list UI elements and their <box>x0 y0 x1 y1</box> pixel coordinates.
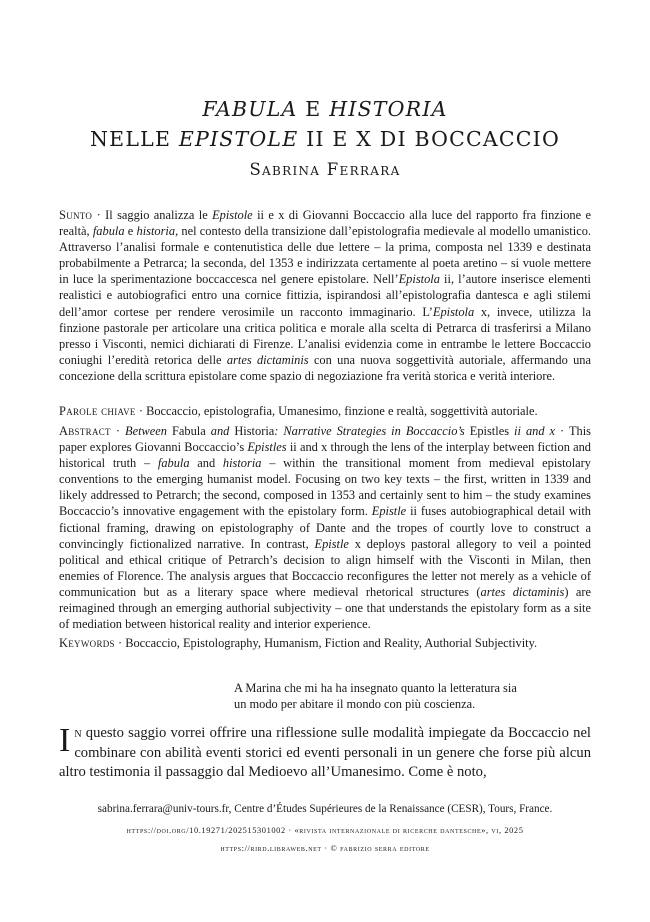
keywords-text: Boccaccio, Epistolography, Humanism, Fiction and Reality, Authorial Subjectivity. <box>125 636 538 650</box>
title-line-2: NELLE EPISTOLE II E X DI BOCCACCIO <box>90 127 560 151</box>
author-name: Sabrina Ferrara <box>249 160 401 179</box>
dedication-line-2: un modo per abitare il mondo con più coscienza. <box>234 697 476 712</box>
english-title: Between Fabula and Historia: Narrative Strategies in Boccaccio’s Epistles ii and x <box>125 424 556 438</box>
title-line-1: FABULA E HISTORIA <box>202 97 448 121</box>
parole-text: Boccaccio, epistolografia, Umanesimo, finzione e realtà, soggettività autoriale. <box>146 404 538 418</box>
doi-line: https://doi.org/10.19271/202515301002 · «rivista internazionale di ricerche dantesche», vi, 2025 <box>126 826 524 835</box>
body-text: questo saggio vorrei offrire una riflessione sulle modalità impiegate da Boccaccio nel combinare con abilità eventi storici ed eventi personali in un genere che forse più alcun altro testimonia il passaggio dal Medioevo all’Umanesimo. Come è noto, <box>59 725 591 780</box>
dedication-line-1: A Marina che mi ha ha insegnato quanto la letteratura sia <box>234 681 517 695</box>
dedication <box>234 680 564 713</box>
article-title <box>60 96 590 152</box>
sunto-label: Sunto <box>59 208 93 222</box>
lead-smallcaps: n <box>74 725 82 741</box>
parole-chiave: Parole chiave · Boccaccio, epistolografia, Umanesimo, finzione e realtà, soggettività autoriale. <box>59 404 538 418</box>
abstract-label: Abstract <box>59 424 111 438</box>
drop-initial: I <box>59 722 71 759</box>
author-affiliation-footnote: sabrina.ferrara@univ-tours.fr, Centre d’Études Supérieures de la Renaissance (CESR), Tours, France. <box>97 803 553 815</box>
keywords-label: Keywords <box>59 636 115 650</box>
keywords: Keywords · Boccaccio, Epistolography, Humanism, Fiction and Reality, Authorial Subjectivity. <box>59 636 538 650</box>
parole-label: Parole chiave <box>59 404 136 418</box>
publisher-line: https://rird.libraweb.net · © fabrizio serra editore <box>220 844 430 853</box>
body-paragraph <box>59 724 591 783</box>
english-abstract: Abstract · Between Fabula and Historia: Narrative Strategies in Boccaccio’s Epistles ii and x · This paper explores Giovanni Boccaccio’s Epistles ii and x through the lens of the interplay between fiction and historical truth – fabula and historia – within the transitional moment from medieval epistolary conventions to the emerging humanist model. Focusing on two key texts – the first, written in 1339 and likely addressed to Petrarch; the second, composed in 1353 and certainly sent to him – the study examines Boccaccio’s innovative engagement with the epistolary form. Epistle ii fuses autobiographical detail with fictional framing, drawing on epistolography of Dante and the tropes of courtly love to construct a convincingly fictionalized narrative. In contrast, Epistle x deploys pastoral allegory to veil a pointed political and ethical critique of Petrarch’s decision to align himself with the Visconti in Milan, then enemies of Florence. The analysis argues that Boccaccio reconfigures the letter not merely as a vehicle of communication but as a literary space where medieval rhetorical structures (artes dictaminis) are reimagined through an emerging authorial subjectivity – one that understands the epistolary form as a site of mediation between historical reality and interior experience. <box>59 424 592 632</box>
sunto-abstract: Sunto · Il saggio analizza le Epistole ii e x di Giovanni Boccaccio alla luce del rapporto fra finzione e realtà, fabula e historia, nel contesto della transizione dall’epistolografia medievale al modello umanistico. Attraverso l’analisi formale e contenutistica delle due lettere – la prima, composta nel 1339 e destinata probabilmente a Petrarca; la seconda, del 1353 e indirizzata certamente al poeta aretino – si vuole mettere in luce la sperimentazione boccaccesca nel genere epistolare. Nell’Epistola ii, l’autore inserisce elementi realistici e autobiografici entro una cornice fittizia, ispirandosi all’epistolografia dantesca e agli stilemi dell’amor cortese per rendere verosimile un racconto immaginario. L’Epistola x, invece, utilizza la finzione pastorale per articolare una critica politica e morale alla scelta di Petrarca di trasferirsi a Milano presso i Visconti, nemici dichiarati di Firenze. L’analisi evidenzia come in entrambe le lettere Boccaccio coniughi l’eredità retorica delle artes dictaminis con una nuova soggettività autoriale, affermando una concezione della scrittura epistolare come spazio di negoziazione fra verità storica e verità interiore. <box>59 208 591 383</box>
